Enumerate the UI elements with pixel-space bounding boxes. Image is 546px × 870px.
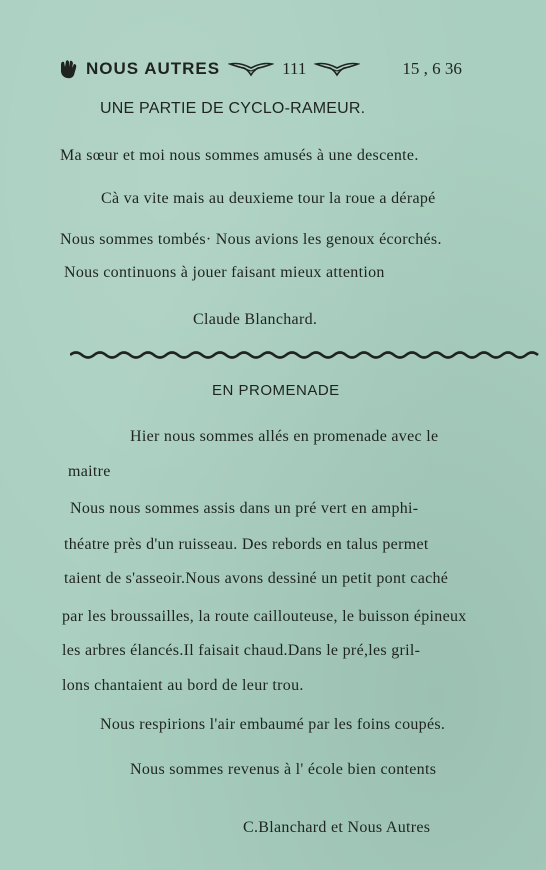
text-line: Nous sommes tombés· Nous avions les genoux écorchés. [60, 231, 442, 248]
article-title: EN PROMENADE [212, 382, 340, 399]
winged-ornament-icon [314, 60, 360, 78]
masthead [58, 56, 462, 82]
text-line: Nous nous sommes assis dans un pré vert en amphi- [70, 500, 419, 517]
article-title: UNE PARTIE DE CYCLO-RAMEUR. [100, 100, 366, 117]
text-line: théatre près d'un ruisseau. Des rebords en talus permet [64, 536, 429, 553]
text-line: Nous respirions l'air embaumé par les foins coupés. [100, 716, 446, 733]
issue-number: 111 [282, 59, 307, 78]
wavy-divider [70, 349, 544, 361]
text-line: par les broussailles, la route caillouteuse, le buisson épineux [62, 608, 467, 625]
text-line: Ma sœur et moi nous sommes amusés à une descente. [60, 147, 419, 164]
article-signature: Claude Blanchard. [193, 311, 318, 328]
hand-logo-icon [58, 58, 80, 80]
article-signature: C.Blanchard et Nous Autres [243, 819, 431, 836]
newspaper-title: NOUS AUTRES [86, 59, 221, 78]
issue-date: 15 , 6 36 [402, 59, 462, 78]
text-line: maitre [68, 463, 111, 480]
winged-ornament-icon [228, 60, 274, 78]
text-line: Hier nous sommes allés en promenade avec le [130, 428, 439, 445]
text-line: Nous sommes revenus à l' école bien contents [130, 761, 437, 778]
text-line: les arbres élancés.Il faisait chaud.Dans le pré,les gril- [62, 642, 421, 659]
text-line: lons chantaient au bord de leur trou. [62, 677, 304, 694]
text-line: Nous continuons à jouer faisant mieux attention [64, 264, 385, 281]
text-line: taient de s'asseoir.Nous avons dessiné un petit pont caché [64, 570, 449, 587]
text-line: Cà va vite mais au deuxieme tour la roue a dérapé [101, 190, 436, 207]
